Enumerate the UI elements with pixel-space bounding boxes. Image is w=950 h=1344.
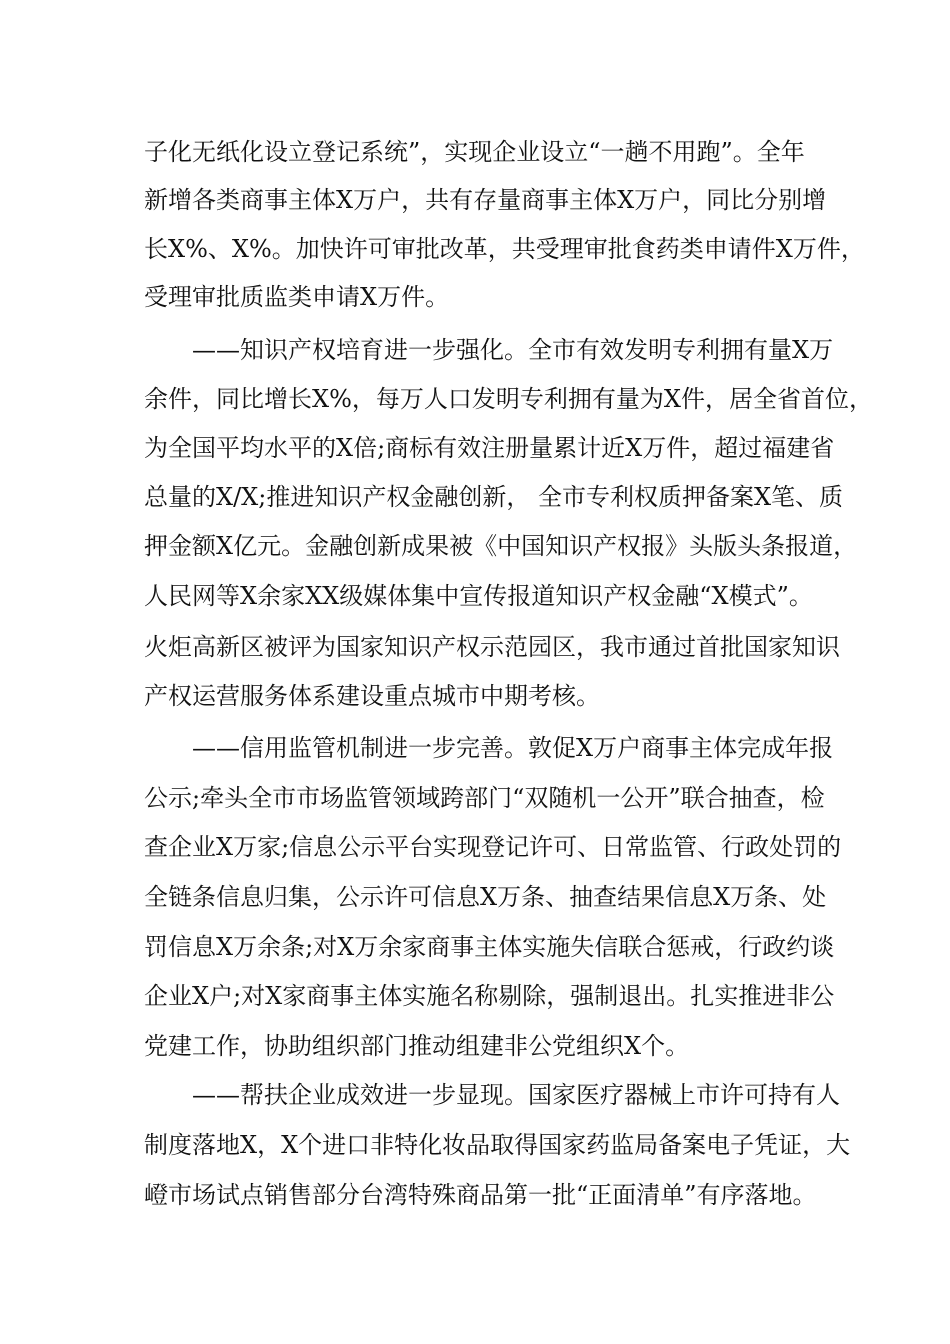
paragraph-line: 受理审批质监类申请X万件。 xyxy=(144,283,450,311)
paragraph-line: 公示;牵头全市市场监管领域跨部门“双随机一公开”联合抽查，检 xyxy=(144,784,825,812)
paragraph-line: 火炬高新区被评为国家知识产权示范园区，我市通过首批国家知识 xyxy=(144,633,840,661)
paragraph-line: 长X%、X%。加快许可审批改革，共受理审批食药类申请件X万件， xyxy=(144,235,865,263)
paragraph-line: 全链条信息归集，公示许可信息X万条、抽查结果信息X万条、处 xyxy=(144,883,827,911)
paragraph-line: 产权运营服务体系建设重点城市中期考核。 xyxy=(144,682,600,710)
paragraph-line: 为全国平均水平的X倍;商标有效注册量累计近X万件，超过福建省 xyxy=(144,434,835,462)
paragraph-line: 嶝市场试点销售部分台湾特殊商品第一批“正面清单”有序落地。 xyxy=(144,1181,817,1209)
paragraph-line: 新增各类商事主体X万户，共有存量商事主体X万户，同比分别增 xyxy=(144,186,827,214)
paragraph-line: 押金额X亿元。金融创新成果被《中国知识产权报》头版头条报道， xyxy=(144,532,858,560)
paragraph-line: 制度落地X，X个进口非特化妆品取得国家药监局备案电子凭证，大 xyxy=(144,1131,851,1159)
paragraph-line: 子化无纸化设立登记系统”，实现企业设立“一趟不用跑”。全年 xyxy=(144,138,805,166)
paragraph-line: 余件，同比增长X%，每万人口发明专利拥有量为X件，居全省首位， xyxy=(144,385,873,413)
paragraph-line: 人民网等X余家XX级媒体集中宣传报道知识产权金融“X模式”。 xyxy=(144,582,813,610)
paragraph-line: 查企业X万家;信息公示平台实现登记许可、日常监管、行政处罚的 xyxy=(144,833,842,861)
paragraph-line: ——帮扶企业成效进一步显现。国家医疗器械上市许可持有人 xyxy=(192,1081,840,1109)
paragraph-line: 党建工作，协助组织部门推动组建非公党组织X个。 xyxy=(144,1032,690,1060)
paragraph-line: 罚信息X万余条;对X万余家商事主体实施失信联合惩戒，行政约谈 xyxy=(144,933,835,961)
paragraph-line: ——信用监管机制进一步完善。敦促X万户商事主体完成年报 xyxy=(192,734,834,762)
paragraph-line: 企业X户;对X家商事主体实施名称剔除，强制退出。扎实推进非公 xyxy=(144,982,835,1010)
paragraph-line: 总量的X/X;推进知识产权金融创新， 全市专利权质押备案X笔、质 xyxy=(144,483,844,511)
paragraph-line: ——知识产权培育进一步强化。全市有效发明专利拥有量X万 xyxy=(192,336,834,364)
